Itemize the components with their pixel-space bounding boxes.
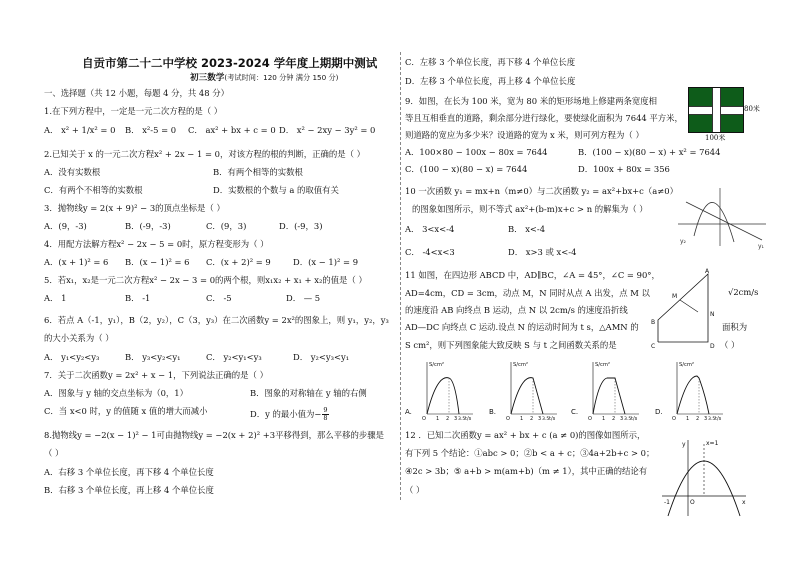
q11-graph-tick-1: 1: [520, 416, 524, 422]
q10-line: [686, 202, 762, 240]
q9-stem-line1: 9．如图，在长为 100 米，宽为 80 米的矩形场地上修建两条宽度相: [405, 96, 657, 106]
q11-graph-curve: [593, 378, 625, 414]
q10-y1-label: y₁: [758, 243, 764, 250]
q12-stem-line1: 12 ．已知二次函数y = ax² + bx + c (a ≠ 0)的图像如图所示，: [405, 430, 646, 440]
q6-option-d[interactable]: D． y₂<y₃<y₁: [293, 352, 350, 362]
q6-stem-line1: 6．若点 A（-1，y₁），B（2，y₂），C（3，y₃）在二次函数y = 2x²的图象上，则 y₁，y₂，y₃: [44, 315, 389, 325]
q7-option-d-text: D．y 的最小值为: [250, 408, 315, 419]
q11-graph-tick-3: 3: [454, 416, 458, 422]
q2-stem: 2.已知关于 x 的一元二次方程x² + 2x − 1 = 0，对该方程的根的判断，正确的是（ ）: [44, 149, 366, 159]
q9-option-c[interactable]: C．(100 − x)(80 − x) = 7644: [405, 164, 528, 174]
q2-option-a[interactable]: A．没有实数根: [44, 167, 101, 177]
q6-option-b[interactable]: B． y₃<y₂<y₁: [125, 352, 181, 362]
q5-option-b[interactable]: B． -1: [125, 293, 151, 303]
q9-field-figure: [688, 87, 744, 133]
q10-option-d[interactable]: D． x>3 或 x<-4: [508, 247, 577, 257]
q2-option-c[interactable]: C．有两个不相等的实数根: [44, 185, 143, 195]
q11-graph-tick-3: 3: [620, 416, 624, 422]
q11-graph-xlabel: t/s: [549, 416, 556, 422]
q7-minus: −: [314, 408, 322, 419]
q11-area-label: 面积为: [722, 322, 748, 332]
q3-stem: 3．抛物线y = 2(x + 9)² − 3的顶点坐标是（ ）: [44, 203, 225, 213]
exam-info: (考试时间：120 分钟 满分 150 分): [224, 73, 339, 82]
q11-graph-tick-o: O: [422, 416, 426, 422]
q11-graph-ylabel: S/cm²: [595, 362, 611, 368]
q10-option-c[interactable]: C． -4<x<3: [405, 247, 455, 257]
q8-stem: 8.抛物线y = −2(x − 1)² − 1可由抛物线y = −2(x + 2)² +3平移得到，那么平移的步骤是: [44, 430, 384, 440]
q11-graph-tick-3: 3: [538, 416, 542, 422]
q7-option-d[interactable]: [250, 407, 329, 422]
section-heading: 一、选择题（共 12 小题，每题 4 分，共 48 分）: [44, 88, 229, 98]
q11-option-graphs: [405, 356, 725, 422]
q11-graph-curve: [511, 378, 543, 414]
q3-option-b[interactable]: B．(-9，-3): [125, 221, 171, 231]
q12-x-label: x: [742, 499, 746, 506]
q11-label-n: N: [710, 311, 715, 318]
q11-quad-outline: [658, 274, 708, 342]
q1-option-b[interactable]: B． x²-5 = 0: [125, 125, 177, 135]
q6-option-a[interactable]: A． y₁<y₂<y₃: [44, 352, 100, 362]
q11-stem-line5: S cm²，则下列图象能大致反映 S 与 t 之间函数关系的是: [405, 340, 617, 350]
q3-option-a[interactable]: A．(9，-3): [44, 221, 87, 231]
q9-width-label: 100米: [705, 134, 726, 142]
q10-option-a[interactable]: A． 3<x<-4: [405, 224, 455, 234]
q11-option-label-1: B.: [489, 408, 497, 416]
q11-graph-tick-2: 2: [696, 416, 700, 422]
q3-option-d[interactable]: D．(-9，3): [279, 221, 323, 231]
q11-graph-tick-1: 1: [602, 416, 606, 422]
q3-option-c[interactable]: C．(9，3): [206, 221, 247, 231]
q1-stem: 1.在下列方程中，一定是一元二次方程的是（ ）: [44, 106, 223, 116]
q11-graph-xlabel: t/s: [631, 416, 638, 422]
q11-graph-xlabel: t/s: [465, 416, 472, 422]
q4-option-c[interactable]: C．(x + 2)² = 9: [206, 257, 271, 267]
q11-graph-tick-35: 3.5: [708, 417, 716, 422]
q11-graph-curve: [427, 378, 459, 414]
q11-stem-line1: 11 如图，在四边形 ABCD 中，AD∥BC，∠A = 45°，∠C = 90°，: [405, 270, 660, 280]
q5-option-d[interactable]: D． — 5: [286, 293, 321, 303]
q10-stem-line2: 的图象如图所示，则不等式 ax²+(b-m)x+c > n 的解集为（ ）: [412, 204, 648, 214]
q11-stem-line2: AD=4cm，CD = 3cm，动点 M，N 同时从点 A 出发，点 M 以: [405, 288, 650, 298]
q11-graph-tick-35: 3.5: [458, 417, 466, 422]
q11-graph-xlabel: t/s: [715, 416, 722, 422]
q1-option-c[interactable]: C． ax² + bx + c = 0: [188, 125, 276, 135]
q12-minus-one: -1: [664, 499, 670, 506]
q11-option-label-0: A.: [405, 408, 412, 416]
q11-label-b: B: [651, 319, 656, 326]
q11-graph-tick-o: O: [672, 416, 676, 422]
q11-mn-line: [680, 300, 698, 312]
q11-graph-tick-o: O: [506, 416, 510, 422]
q7-frac-num: 9: [323, 406, 328, 414]
q11-label-d: D: [710, 343, 715, 350]
q7-frac-den: 8: [323, 413, 328, 422]
q7-option-c[interactable]: C．当 x<0 时，y 的值随 x 值的增大而减小: [44, 406, 208, 416]
q11-graphs-group: [405, 362, 723, 422]
q4-option-b[interactable]: B．(x − 1)² = 6: [125, 257, 190, 267]
q11-stem-line3: 的速度沿 AB 向终点 B 运动，点 N 以 2cm/s 的速度沿折线: [405, 305, 628, 315]
q11-graph-tick-2: 2: [446, 416, 450, 422]
q10-option-b[interactable]: B． x<-4: [508, 224, 546, 234]
q7-option-a[interactable]: A．图象与 y 轴的交点坐标为（0，1）: [44, 388, 189, 398]
q11-graph-tick-2: 2: [612, 416, 616, 422]
q11-graph-ylabel: S/cm²: [429, 362, 445, 368]
q4-stem: 4．用配方法解方程x² − 2x − 5 = 0时，原方程变形为（ ）: [44, 239, 269, 249]
q1-option-d[interactable]: D． x² − 2xy − 3y² = 0: [279, 125, 376, 135]
page-title: 自贡市第二十二中学校 2023-2024 学年度上期期中测试: [82, 56, 378, 70]
q8-option-b[interactable]: B．右移 3 个单位长度，再上移 4 个单位长度: [44, 485, 214, 495]
subject-label: 初三数学: [190, 73, 225, 83]
q11-graph-ylabel: S/cm²: [679, 362, 695, 368]
q9-stem-line3: 则道路的宽应为多少米？设道路的宽为 x 米，则可列方程为（ ）: [405, 130, 644, 140]
q11-paren: （ ）: [720, 340, 740, 350]
q11-graph-tick-35: 3.5: [542, 417, 550, 422]
q12-axis-label: x=1: [706, 440, 719, 447]
q11-graph-tick-3: 3: [704, 416, 708, 422]
q11-graph-ylabel: S/cm²: [513, 362, 529, 368]
q11-graph-tick-o: O: [588, 416, 592, 422]
q11-graph-tick-35: 3.5: [624, 417, 632, 422]
q5-option-c[interactable]: C． -5: [206, 293, 232, 303]
q11-label-a: A: [705, 268, 710, 275]
q5-stem: 5．若x₁，x₂是一元二次方程x² − 2x − 3 = 0的两个根，则x₁x₂ + x₁ + x₂的值是（ ）: [44, 275, 367, 285]
q1-option-a[interactable]: A． x² + 1/x² = 0: [44, 125, 116, 135]
q12-paren: （ ）: [405, 485, 425, 495]
q4-option-a[interactable]: A．(x + 1)² = 6: [44, 257, 109, 267]
q12-y-label: y: [682, 441, 686, 448]
q11-option-label-2: C.: [571, 408, 579, 416]
q11-speed: √2cm/s: [728, 287, 759, 297]
q12-origin: O: [690, 499, 695, 506]
q11-graph-tick-1: 1: [436, 416, 440, 422]
q9-option-d[interactable]: D．100x + 80x = 356: [578, 164, 670, 174]
q7-stem: 7．关于二次函数y = 2x² + x − 1，下列说法正确的是（ ）: [44, 370, 268, 380]
q9-option-a[interactable]: A．100×80 − 100x − 80x = 7644: [405, 147, 548, 157]
q9-stem-line2: 等且互相垂直的道路，剩余部分进行绿化，要使绿化面积为 7644 平方米，: [405, 113, 683, 123]
q6-stem-line2: 的大小关系为（ ）: [44, 333, 114, 343]
q10-stem-line1: 10 一次函数 y₁ = mx+n（m≠0）与二次函数 y₂ = ax²+bx+c（a≠0）: [405, 186, 678, 196]
q9-road-cross: [689, 106, 743, 113]
q11-graph-tick-1: 1: [686, 416, 690, 422]
q11-label-m: M: [672, 293, 678, 300]
q11-quad-figure: [650, 266, 720, 350]
q8-option-d[interactable]: D．左移 3 个单位长度，再上移 4 个单位长度: [405, 76, 576, 86]
q10-parabola: [694, 202, 734, 242]
q2-option-b[interactable]: B．有两个相等的实数根: [213, 167, 303, 177]
q10-graph-figure: [672, 184, 770, 250]
q11-stem-line4: AD—DC 向终点 C 运动.设点 N 的运动时间为 t s，△AMN 的: [405, 322, 639, 332]
q7-option-b[interactable]: B．图象的对称轴在 y 轴的右侧: [250, 388, 367, 398]
q10-y2-label: y₂: [680, 238, 686, 245]
q11-option-label-3: D.: [655, 408, 663, 416]
q5-option-a[interactable]: A． 1: [44, 293, 67, 303]
q12-stem-line3: ④2c > 3b；⑤ a+b > m(am+b)（m ≠ 1），其中正确的结论有: [405, 466, 648, 476]
q8-paren: （ ）: [44, 448, 64, 458]
q8-option-c[interactable]: C．左移 3 个单位长度，再下移 4 个单位长度: [405, 57, 576, 67]
q9-height-label: 80米: [744, 105, 760, 113]
q4-option-d[interactable]: D．(x − 1)² = 9: [293, 257, 359, 267]
exam-subtitle: [190, 74, 338, 83]
q2-option-d[interactable]: D．实数根的个数与 a 的取值有关: [213, 185, 339, 195]
q11-graph-curve: [677, 376, 709, 414]
q11-graph-tick-2: 2: [530, 416, 534, 422]
q8-option-a[interactable]: A．右移 3 个单位长度，再下移 4 个单位长度: [44, 467, 214, 477]
q9-option-b[interactable]: B．(100 − x)(80 − x) + x² = 7644: [578, 147, 721, 157]
column-divider: [400, 52, 401, 500]
q12-parabola-figure: [658, 436, 750, 520]
q11-label-c: C: [651, 343, 656, 350]
q12-stem-line2: 有下列 5 个结论：①abc > 0；②b < a + c；③4a+2b+c > 0；: [405, 448, 655, 458]
q6-option-c[interactable]: C． y₂<y₁<y₃: [206, 352, 262, 362]
